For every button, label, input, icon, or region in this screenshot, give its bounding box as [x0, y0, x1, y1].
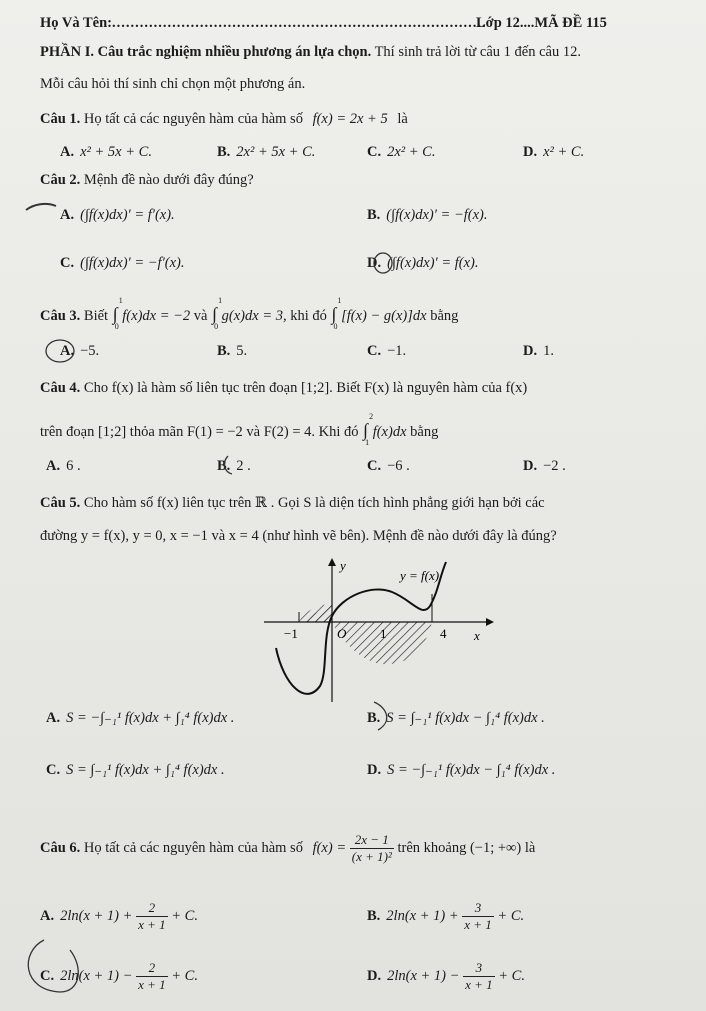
question-1-option-d[interactable]: D. x² + C.: [523, 144, 585, 160]
question-6-option-a[interactable]: A. 2ln(x + 1) + $\frac{2}{x + 1}$ + C.: [40, 900, 198, 932]
question-3-option-b[interactable]: B. 5.: [217, 343, 248, 359]
question-2-option-d[interactable]: D. (∫f(x)dx)′ = f(x).: [367, 255, 479, 271]
question-1-option-a[interactable]: A. x² + 5x + C.: [60, 144, 152, 160]
question-2-option-a[interactable]: A. (∫f(x)dx)′ = f′(x).: [60, 207, 175, 223]
question-3-option-d[interactable]: D. 1.: [523, 343, 554, 359]
question-5-stem-line1: Câu 5. Cho hàm số f(x) liên tục trên ℝ . Gọi S là diện tích hình phẳng giới hạn bởi các: [40, 495, 545, 511]
tick-label-4: 4: [440, 626, 447, 641]
question-2-option-c[interactable]: C. (∫f(x)dx)′ = −f′(x).: [60, 255, 185, 271]
question-1-option-b[interactable]: B. 2x² + 5x + C.: [217, 144, 316, 160]
y-axis-label: y: [340, 558, 346, 573]
question-6-option-b[interactable]: B. 2ln(x + 1) + $\frac{3}{x + 1}$ + C.: [367, 900, 525, 932]
part1-heading: PHẦN I. Câu trắc nghiệm nhiều phương án lựa chọn. Thí sinh trả lời từ câu 1 đến câu 12.: [40, 44, 581, 60]
question-1-option-c[interactable]: C. 2x² + C.: [367, 144, 436, 160]
integral-sign: ∫ 1 0: [112, 296, 123, 331]
question-6-fraction: $\frac{2x - 1}{\text{(x + 1)²}}$: [351, 832, 392, 864]
question-2-option-b[interactable]: B. (∫f(x)dx)′ = −f(x).: [367, 207, 488, 223]
question-4-stem-line1: Câu 4. Cho f(x) là hàm số liên tục trên đoạn [1;2]. Biết F(x) là nguyên hàm của f(x): [40, 380, 528, 396]
question-5-option-b[interactable]: B. S = ∫₋₁¹ f(x)dx − ∫₁⁴ f(x)dx .: [367, 710, 545, 726]
part1-note: Mỗi câu hỏi thí sinh chỉ chọn một phương án.: [40, 76, 306, 92]
student-name-label: Họ Và Tên:.................................................................................: [40, 15, 487, 31]
x-axis-label: x: [474, 628, 480, 643]
integral-sign: ∫ 1 0: [212, 296, 223, 331]
origin-label: O: [337, 626, 347, 641]
tick-label-1: 1: [380, 626, 387, 641]
question-6-option-d[interactable]: D. 2ln(x + 1) − $\frac{3}{x + 1}$ + C.: [367, 960, 525, 992]
question-5-option-c[interactable]: C. S = ∫₋₁¹ f(x)dx + ∫₁⁴ f(x)dx .: [46, 762, 225, 778]
exam-code: Lớp 12....MÃ ĐỀ 115: [476, 15, 607, 31]
question-6-stem: Câu 6. Họ tất cả các nguyên hàm của hàm số f(x) = $\frac{2x - 1}{\text{(x + 1)²}}$ trên khoảng (−1; +∞) là: [40, 832, 536, 864]
question-5-option-a[interactable]: A. S = −∫₋₁¹ f(x)dx + ∫₁⁴ f(x)dx .: [46, 710, 235, 726]
question-5-option-d[interactable]: D. S = −∫₋₁¹ f(x)dx − ∫₁⁴ f(x)dx .: [367, 762, 556, 778]
question-4-option-a[interactable]: A. 6 .: [46, 458, 81, 474]
integral-sign: ∫ 2 1: [363, 412, 374, 447]
question-4-stem-line2: trên đoạn [1;2] thỏa mãn F(1) = −2 và F(2) = 4. Khi đó ∫ 2 1 f(x)dx bằng: [40, 412, 439, 447]
question-1-stem: Câu 1. Họ tất cả các nguyên hàm của hàm số f(x) = 2x + 5 là: [40, 111, 408, 127]
question-6-option-c[interactable]: C. 2ln(x + 1) − $\frac{2}{x + 1}$ + C.: [40, 960, 198, 992]
question-4-option-c[interactable]: C. −6 .: [367, 458, 410, 474]
integral-sign: ∫ 1 0: [331, 296, 342, 331]
question-3-option-c[interactable]: C. −1.: [367, 343, 407, 359]
tick-label-neg1: −1: [284, 626, 298, 641]
question-2-stem: Câu 2. Mệnh đề nào dưới đây đúng?: [40, 172, 254, 188]
question-3-stem: Câu 3. Biết ∫ 1 0 f(x)dx = −2 và ∫ 1 0 g(x)dx = 3, khi đó ∫ 1 0 [f(x) − g(x)]dx bằng: [40, 296, 459, 331]
question-3-option-a[interactable]: A. −5.: [60, 343, 100, 359]
question-5-stem-line2: đường y = f(x), y = 0, x = −1 và x = 4 (như hình vẽ bên). Mệnh đề nào dưới đây là đúng?: [40, 528, 557, 544]
question-4-option-d[interactable]: D. −2 .: [523, 458, 566, 474]
curve-label: y = f(x): [400, 568, 440, 583]
question-4-option-b[interactable]: B. 2 .: [217, 458, 251, 474]
